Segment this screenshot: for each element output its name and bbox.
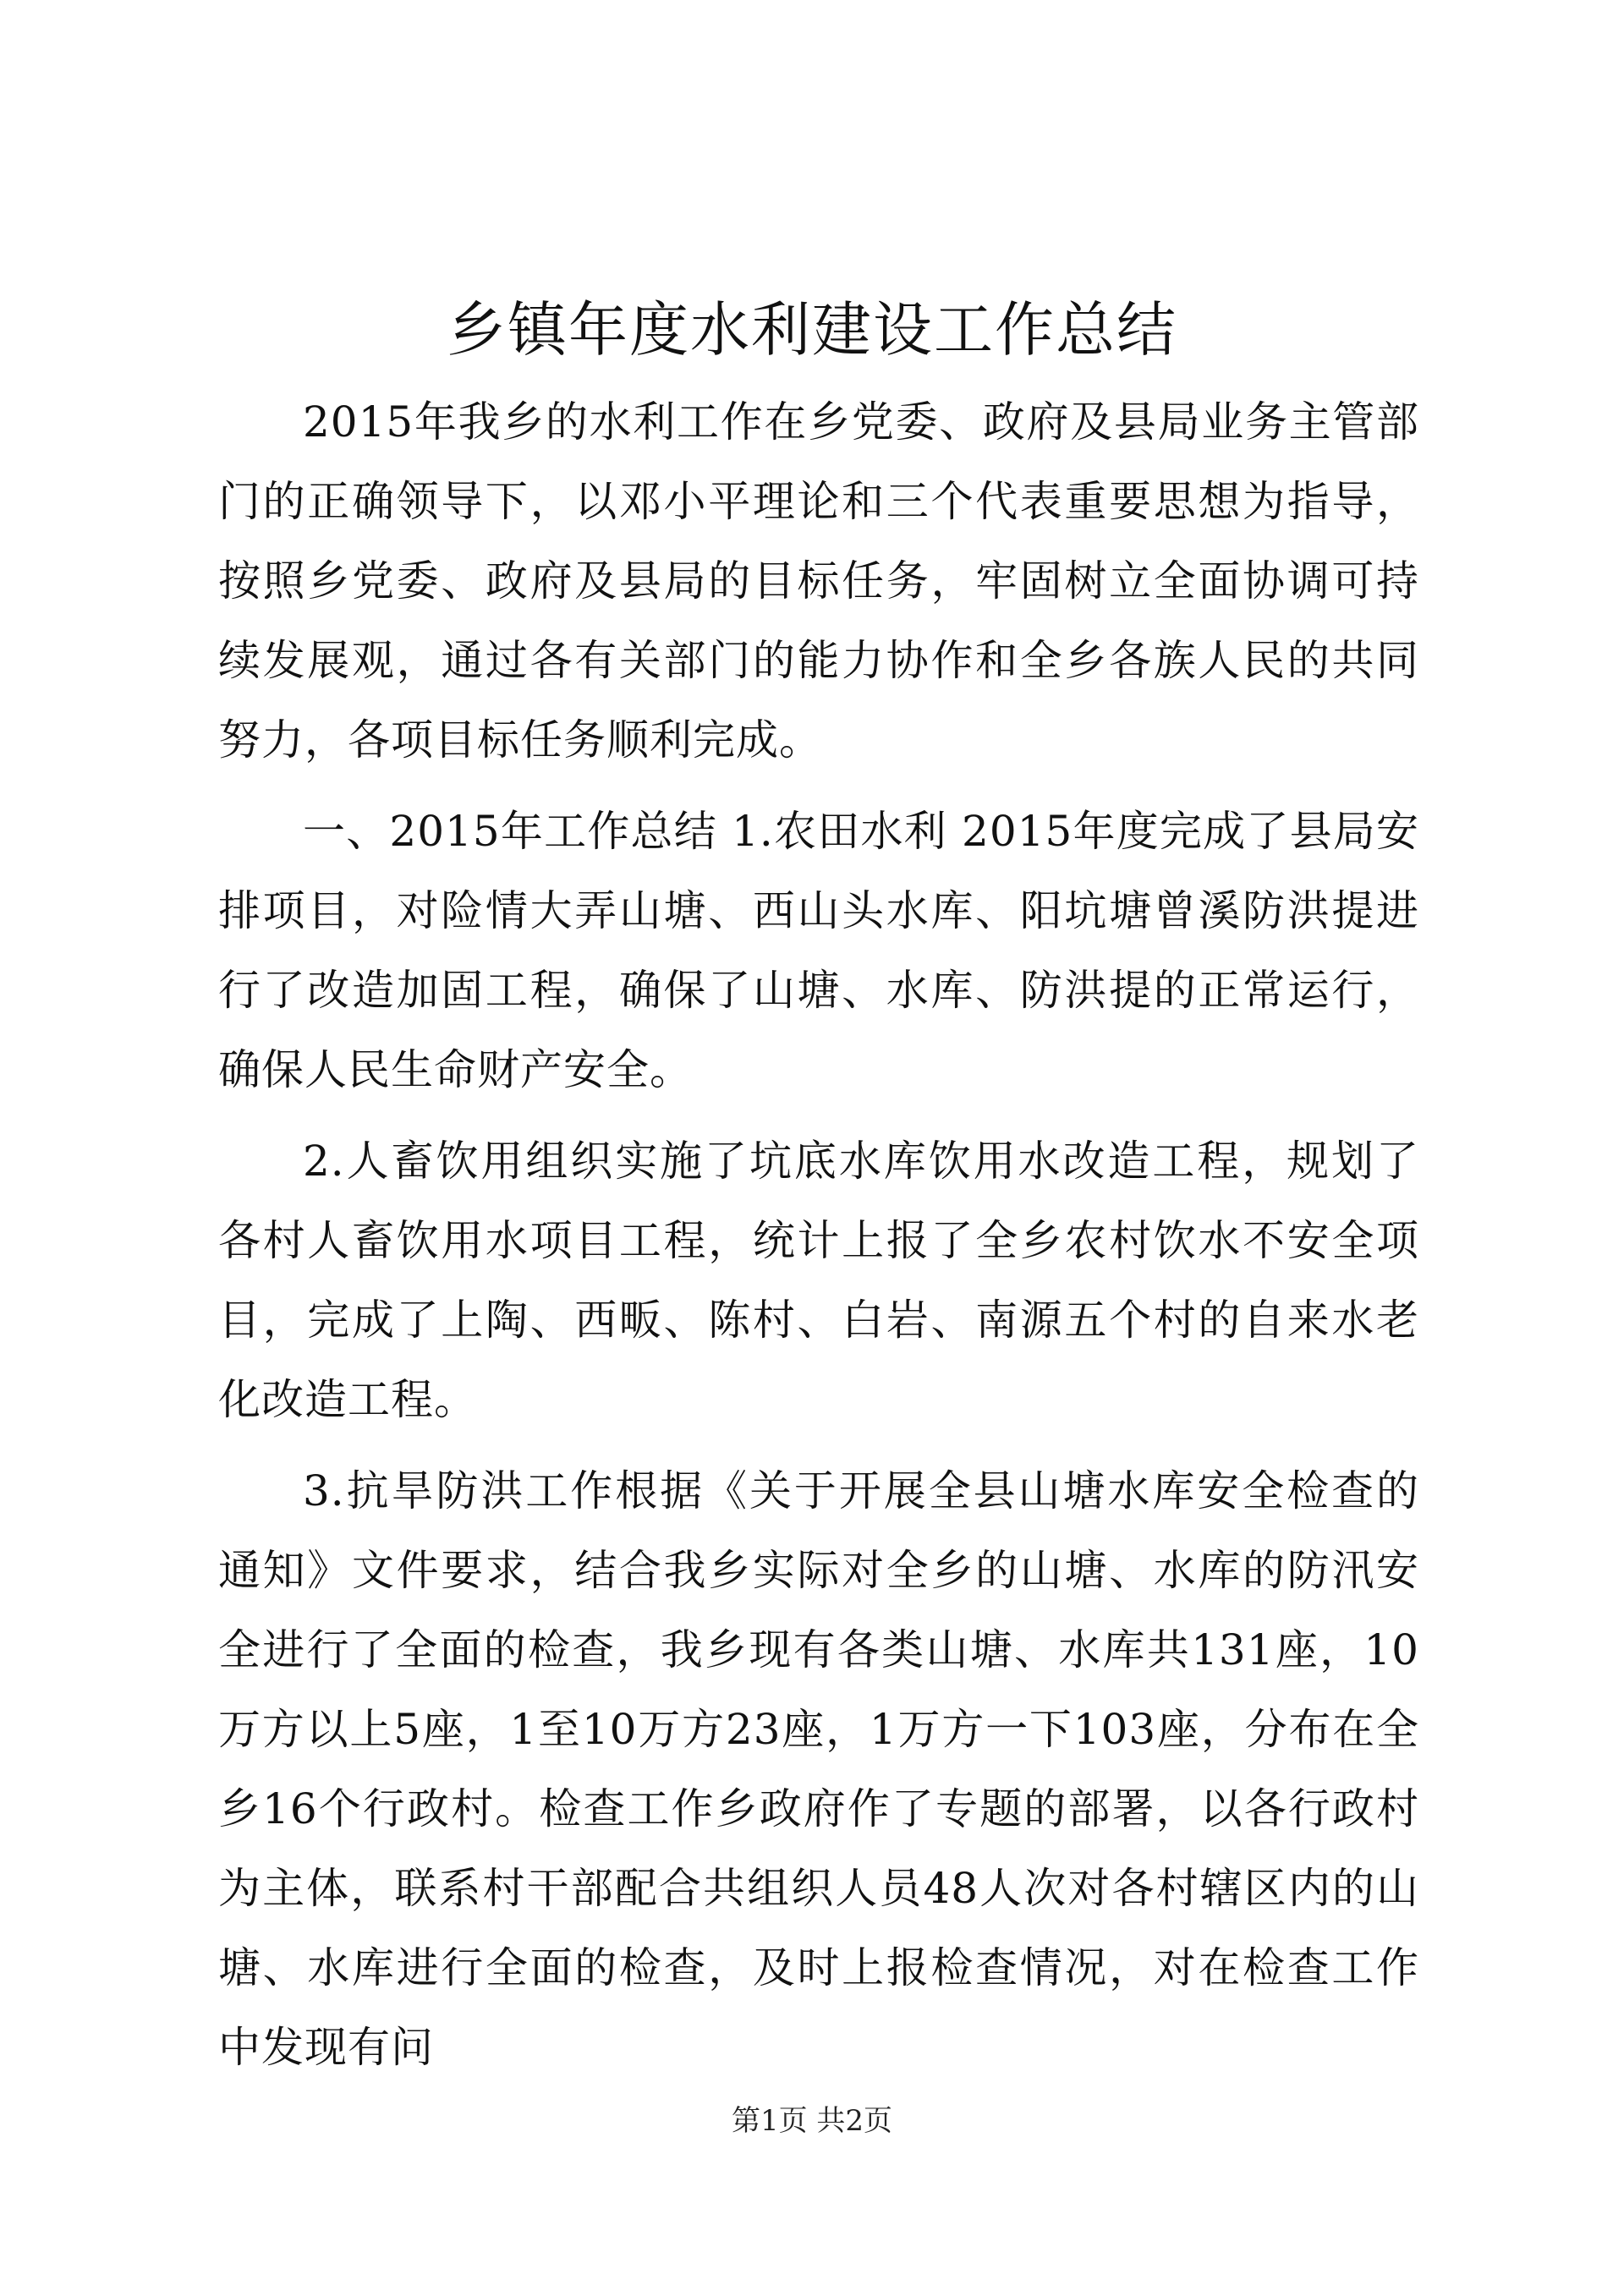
paragraph-flood-control: 3.抗旱防洪工作根据《关于开展全县山塘水库安全检查的通知》文件要求，结合我乡实际对全乡的山塘、水库的防汛安全进行了全面的检查，我乡现有各类山塘、水库共131座，10万方以上5座，1至10万方23座，1万方一下103座，分布在全乡16个行政村。检查工作乡政府作了专题的部署，以各行政村为主体，联系村干部配合共组织人员48人次对各村辖区内的山塘、水库进行全面的检查，及时上报检查情况，对在检查工作中发现有问 xyxy=(218,1466,1419,2072)
document-title: 乡镇年度水利建设工作总结 xyxy=(447,295,1177,364)
paragraph-farmland-water: 一、2015年工作总结 1.农田水利 2015年度完成了县局安排项目，对险情大弄山塘、西山头水库、阳坑塘曾溪防洪提进行了改造加固工程，确保了山塘、水库、防洪提的正常运行，确保人民生命财产安全。 xyxy=(218,807,1419,1094)
document-body xyxy=(218,382,1419,2099)
paragraph-drinking-water: 2.人畜饮用组织实施了坑底水库饮用水改造工程，规划了各村人畜饮用水项目工程，统计上报了全乡农村饮水不安全项目，完成了上陶、西畈、陈村、白岩、南源五个村的自来水老化改造工程。 xyxy=(218,1137,1419,1424)
paragraph-intro: 2015年我乡的水利工作在乡党委、政府及县局业务主管部门的正确领导下，以邓小平理论和三个代表重要思想为指导，按照乡党委、政府及县局的目标任务，牢固树立全面协调可持续发展观，通过各有关部门的能力协作和全乡各族人民的共同努力，各项目标任务顺利完成。 xyxy=(218,397,1419,764)
page-number-footer: 第1页 共2页 xyxy=(731,2104,893,2138)
